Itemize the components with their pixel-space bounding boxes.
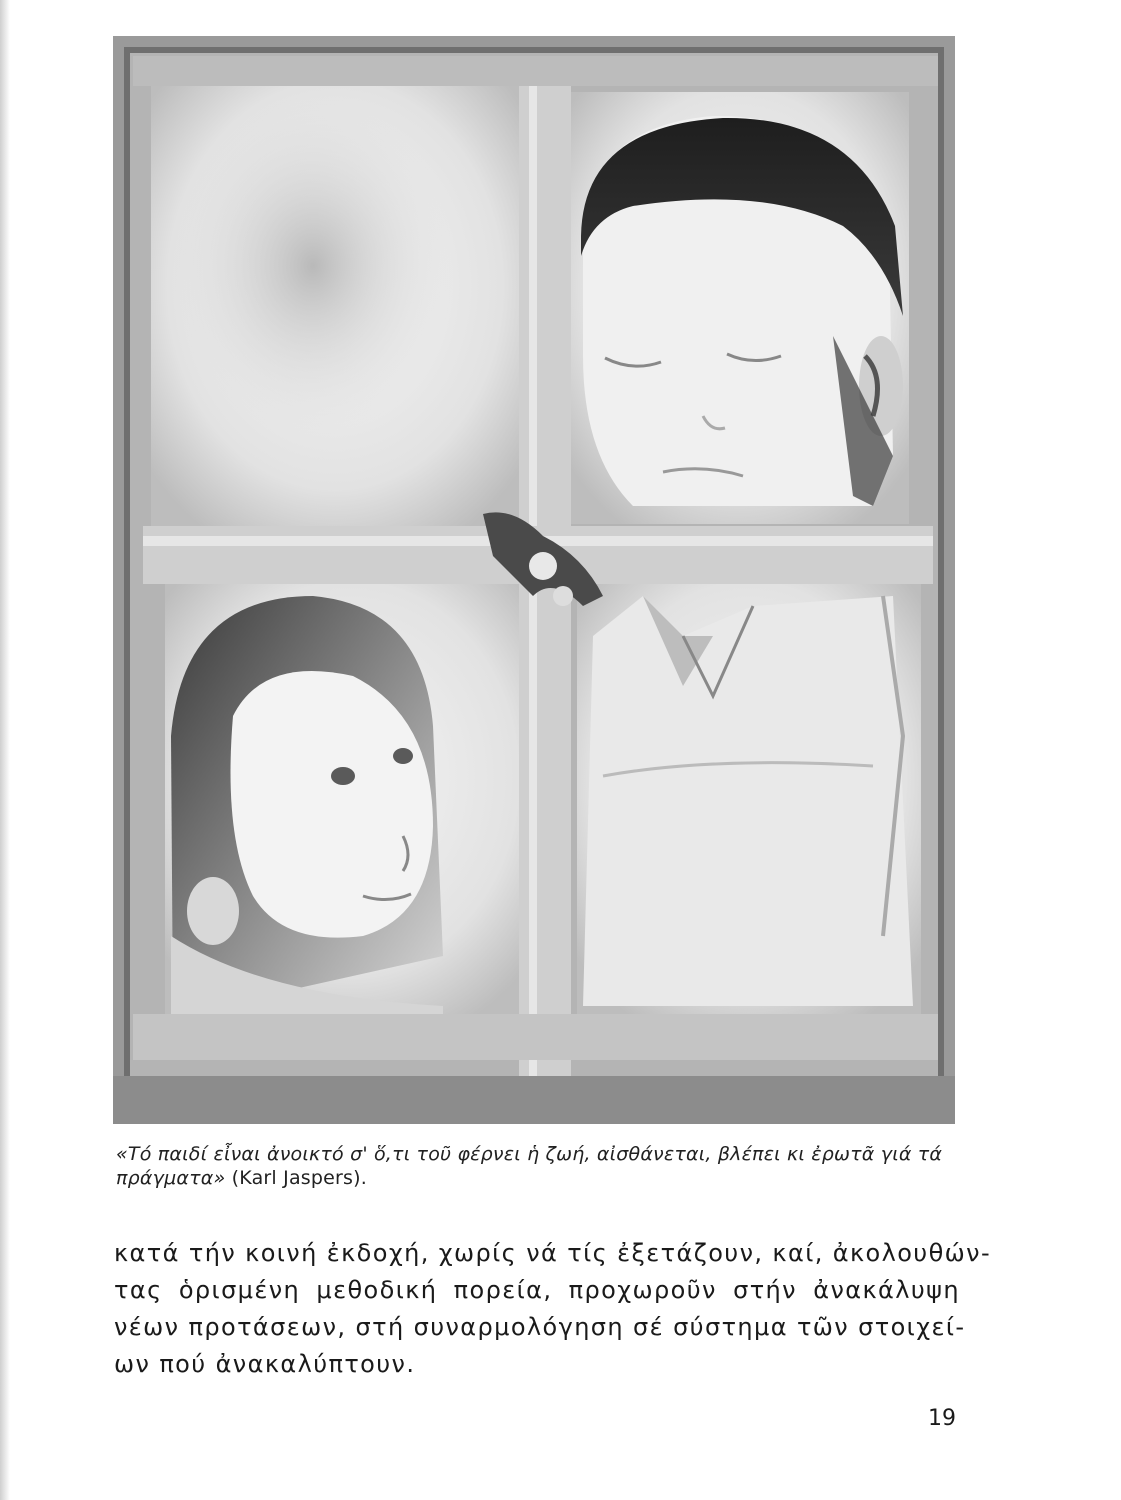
- page-gutter-shadow: [0, 0, 10, 1500]
- body-line: κατά τήν κοινή ἐκδοχή, χωρίς νά τίς ἐξετάζουν, καί, ἀκολουθών-: [114, 1239, 992, 1267]
- body-line: τας ὁρισμένη μεθοδική πορεία, προχωροῦν στήν ἀνακάλυψη: [114, 1276, 960, 1304]
- photograph: [113, 36, 955, 1124]
- caption-quote: «Τό παιδί εἶναι ἀνοικτό σ' ὅ,τι τοῦ φέρνει ἡ ζωή, αἰσθάνεται, βλέπει κι ἐρωτᾶ γιά τά πράγματα»: [116, 1143, 943, 1189]
- photo-caption: [116, 1142, 962, 1190]
- body-line: ων πού ἀνακαλύπτουν.: [114, 1350, 416, 1378]
- page-number: 19: [928, 1406, 956, 1431]
- body-line: νέων προτάσεων, στή συναρμολόγηση σέ σύστημα τῶν στοιχεί-: [114, 1313, 966, 1341]
- photo-two-children-window-icon: [113, 36, 955, 1124]
- caption-author: (Karl Jaspers).: [231, 1167, 367, 1189]
- body-paragraph: [114, 1235, 992, 1383]
